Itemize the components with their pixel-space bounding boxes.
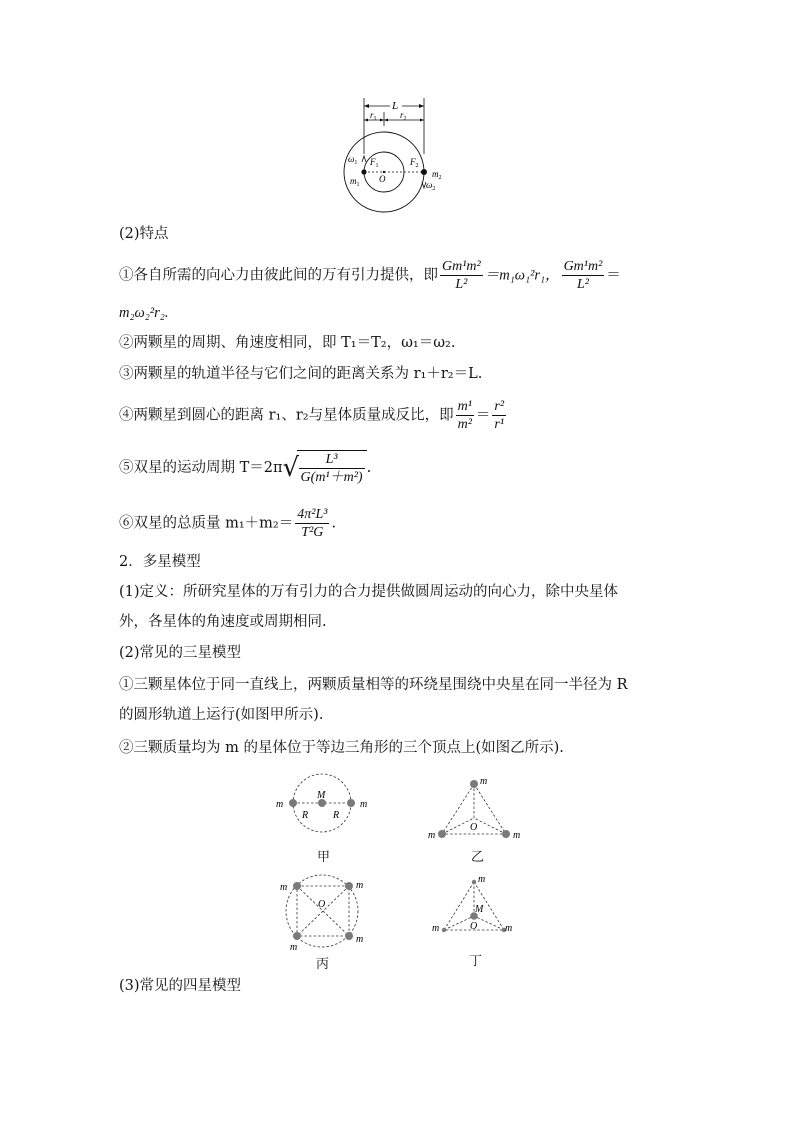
figure-yi — [424, 772, 534, 844]
figure-jia — [272, 772, 382, 834]
definition-line-1: (1)定义：所研究星体的万有引力的合力提供做圆周运动的向心力，除中央星体 — [119, 584, 619, 600]
feature-4: ④两颗星到圆心的距离 r₁、r₂与星体质量成反比，即 $\frac{\text{m¹}}{\text{m²}}$ ＝ $\frac{\text{r²}}{\text{r¹}}$ — [119, 399, 505, 432]
svg-text:O: O — [470, 921, 478, 932]
feature-1: ①各自所需的向心力由彼此间的万有引力提供，即 $\frac{\text{Gm¹m²}}{\text{L²}}$ ＝m₁ω₁²r₁， $\frac{\text{Gm¹m²}}{\text{L²}}$ ＝ — [119, 259, 621, 292]
svg-text:O: O — [379, 174, 386, 184]
svg-text:m: m — [432, 923, 440, 934]
svg-text:m: m — [356, 934, 364, 945]
svg-text:ω2: $\omega_2$ — [426, 180, 436, 192]
svg-text:R: R — [302, 810, 309, 821]
svg-text:m: m — [480, 776, 488, 787]
caption-ding: 丁 — [469, 954, 483, 969]
svg-text:O: O — [318, 899, 326, 910]
svg-text:R: R — [333, 810, 340, 821]
svg-text:m: m — [276, 799, 284, 810]
svg-text:m: m — [290, 942, 298, 953]
heading-four-star: (3)常见的四星模型 — [119, 978, 242, 994]
svg-text:m: m — [478, 874, 486, 885]
svg-text:F2: $F_2$ — [410, 157, 419, 169]
figure-ding — [430, 872, 530, 940]
label-L: L — [392, 100, 399, 112]
svg-text:m: m — [505, 923, 513, 934]
three-star-2: ②三颗质量均为 m 的星体位于等边三角形的三个顶点上(如图乙所示). — [119, 740, 564, 756]
caption-jia: 甲 — [317, 850, 331, 865]
feature-1-cont: m₂ω₂²r₂. — [119, 305, 169, 321]
figure-bing — [276, 874, 376, 954]
heading-multi-star: 2．多星模型 — [119, 554, 201, 570]
heading-three-star: (2)常见的三星模型 — [119, 645, 242, 661]
svg-text:r1: $r_1$ — [370, 110, 377, 122]
svg-text:ω1: $\omega_1$ — [348, 154, 358, 166]
svg-text:M: M — [317, 790, 326, 801]
svg-text:m2: $m_2$ — [432, 169, 442, 181]
svg-text:M: M — [475, 904, 484, 915]
definition-line-2: 外，各星体的角速度或周期相同. — [119, 614, 327, 630]
three-star-1-line-2: 的圆形轨道上运行(如图甲所示). — [119, 707, 324, 723]
svg-text:m: m — [428, 830, 436, 841]
caption-bing: 丙 — [316, 957, 330, 972]
svg-text:m: m — [356, 880, 364, 891]
svg-text:m: m — [360, 799, 368, 810]
svg-text:F1: $F_1$ — [370, 157, 379, 169]
feature-3: ③两颗星的轨道半径与它们之间的距离关系为 r₁＋r₂＝L. — [119, 366, 483, 382]
svg-text:m: m — [280, 882, 288, 893]
binary-star-figure — [340, 96, 450, 214]
feature-6: ⑥双星的总质量 m₁＋m₂＝ $\frac{\text{4π²L³}}{\text{T²G}}$ . — [119, 507, 337, 540]
feature-5: ⑤双星的运动周期 T＝2π √ $\frac{\text{L³}}{\text{G(m¹＋m²)}}$ . — [119, 452, 372, 485]
svg-text:r2: $r_2$ — [400, 110, 407, 122]
svg-text:m1: $m_1$ — [350, 176, 360, 188]
section-heading-features: (2)特点 — [119, 226, 169, 242]
three-star-1-line-1: ①三颗星体位于同一直线上，两颗质量相等的环绕星围绕中央星在同一半径为 R — [119, 677, 628, 693]
svg-text:m: m — [513, 830, 521, 841]
caption-yi: 乙 — [471, 850, 485, 865]
svg-text:O: O — [470, 822, 478, 833]
feature-2: ②两颗星的周期、角速度相同，即 T₁＝T₂，ω₁＝ω₂. — [119, 335, 456, 351]
